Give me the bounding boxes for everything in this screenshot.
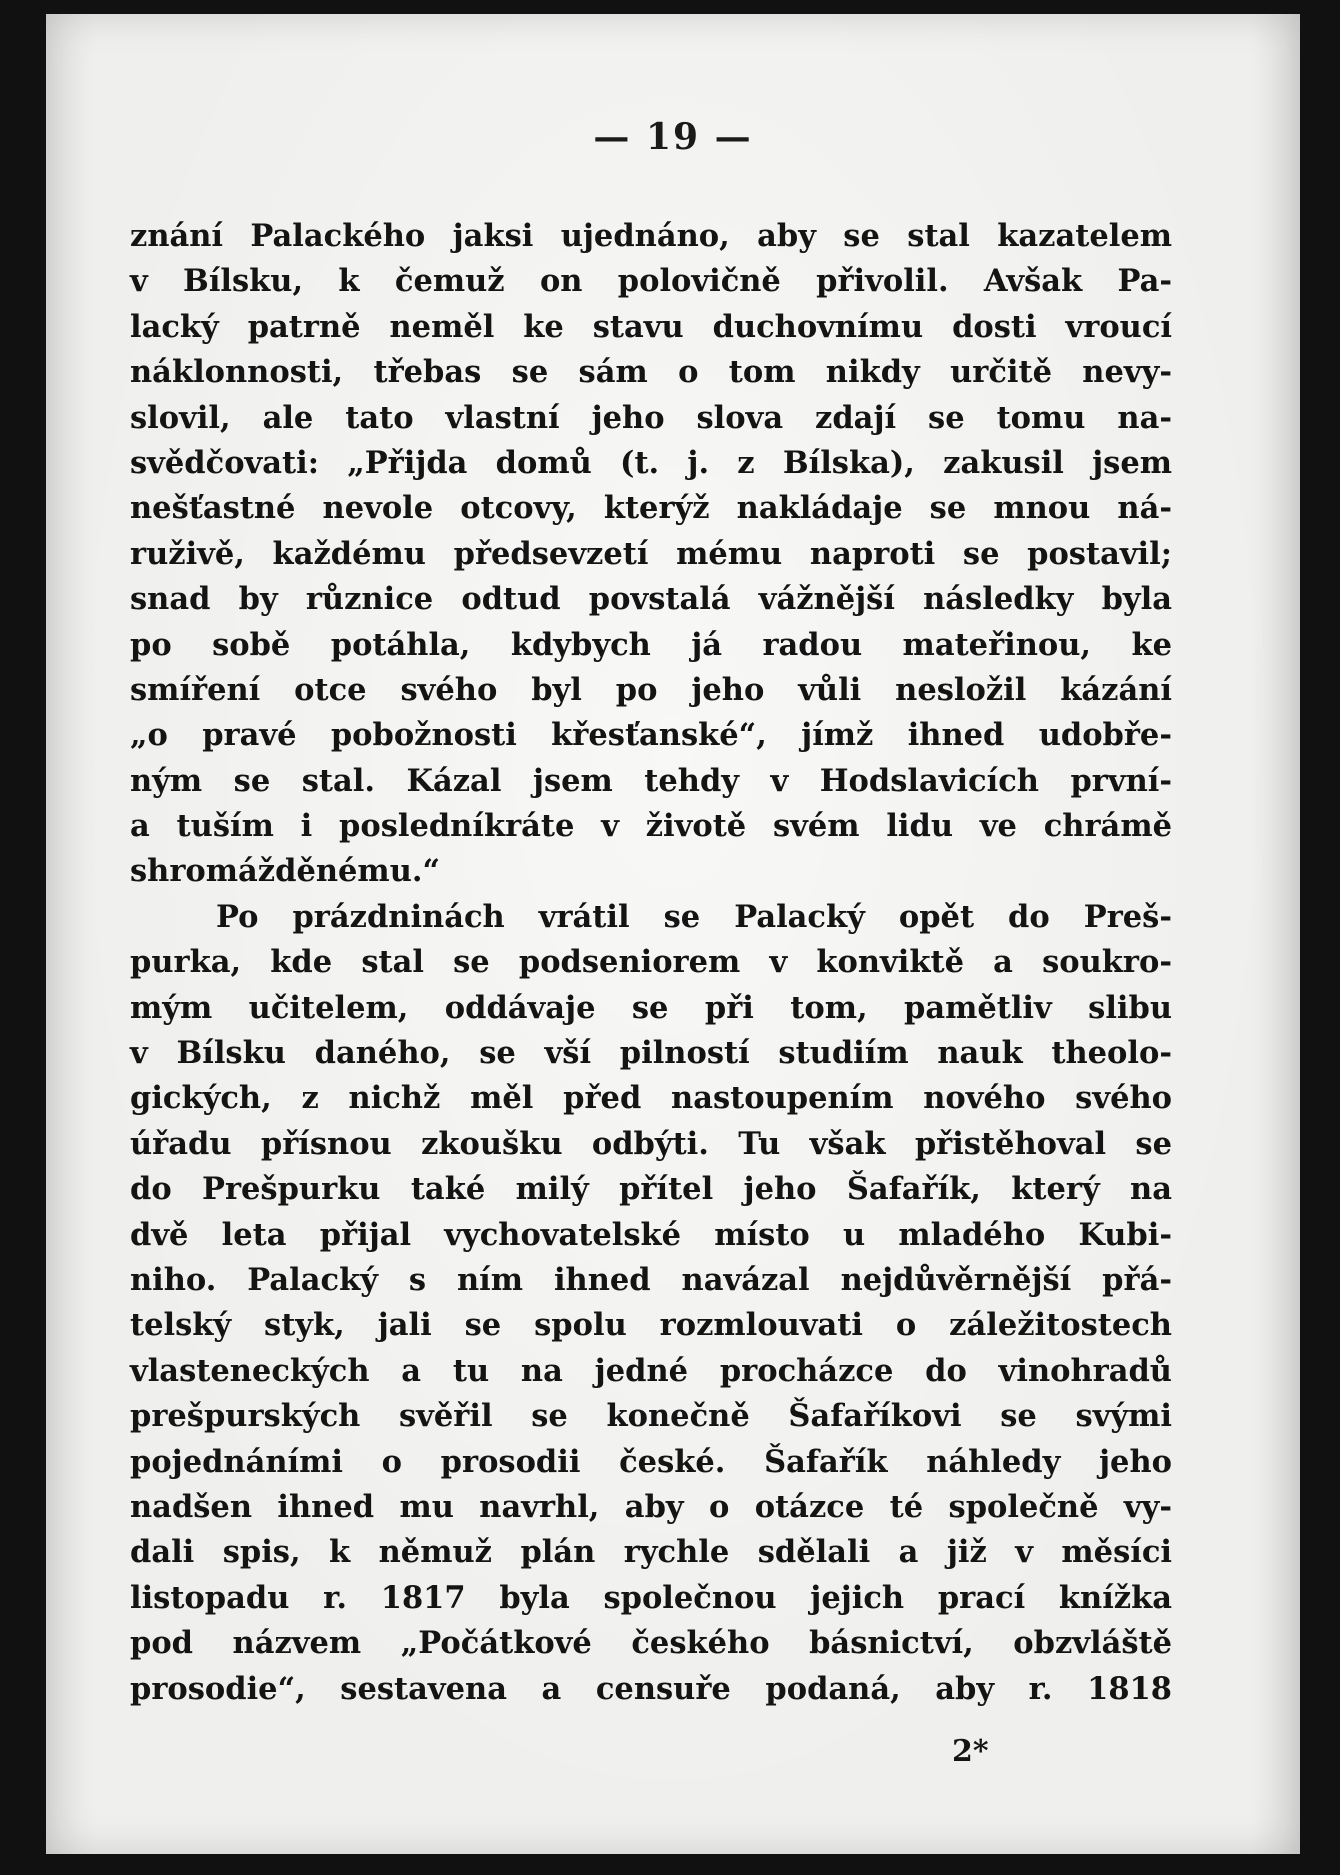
text-line: „o pravé pobožnosti křesťanské“, jímž ihned udobře- — [130, 717, 1172, 754]
text-line: nadšen ihned mu navrhl, aby o otázce té společně vy- — [130, 1488, 1172, 1525]
text-line: ným se stal. Kázal jsem tehdy v Hodslavicích první- — [130, 762, 1172, 799]
text-line: úřadu přísnou zkoušku odbýti. Tu však přistěhoval se — [130, 1125, 1172, 1162]
text-line: prosodie“, sestavena a censuře podaná, aby r. 1818 — [130, 1670, 1172, 1707]
book-page — [46, 14, 1300, 1854]
text-line: dali spis, k němuž plán rychle sdělali a již v měsíci — [130, 1534, 1172, 1571]
text-line: do Prešpurku také milý přítel jeho Šafařík, který na — [130, 1171, 1172, 1208]
text-line: dvě leta přijal vychovatelské místo u mladého Kubi- — [130, 1216, 1172, 1253]
text-line: gických, z nichž měl před nastoupením nového svého — [130, 1080, 1172, 1117]
signature-mark: 2* — [952, 1734, 989, 1769]
paragraph-2 — [130, 895, 1172, 1712]
text-line: mým učitelem, oddávaje se při tom, pamětliv slibu — [130, 989, 1172, 1026]
text-line: v Bílsku, k čemuž on polovičně přivolil. Avšak Pa- — [130, 263, 1172, 300]
text-line: ruživě, každému předsevzetí mému naproti se postavil; — [130, 535, 1172, 572]
text-line: náklonnosti, třebas se sám o tom nikdy určitě nevy- — [130, 354, 1172, 391]
body-text — [130, 214, 1172, 1712]
text-line: pojednáními o prosodii české. Šafařík náhledy jeho — [130, 1443, 1172, 1480]
text-line: vlasteneckých a tu na jedné procházce do vinohradů — [130, 1352, 1172, 1389]
paragraph-1 — [130, 214, 1172, 895]
text-line: znání Palackého jaksi ujednáno, aby se stal kazatelem — [130, 218, 1172, 254]
text-line: lacký patrně neměl ke stavu duchovnímu dosti vroucí — [130, 308, 1172, 345]
text-line: po sobě potáhla, kdybych já radou mateřinou, ke — [130, 626, 1172, 663]
text-line: shromážděnému.“ — [130, 853, 441, 890]
text-line: a tuším i posledníkráte v životě svém lidu ve chrámě — [130, 808, 1172, 845]
text-line: niho. Palacký s ním ihned navázal nejdůvěrnější přá- — [130, 1261, 1172, 1298]
text-line: slovil, ale tato vlastní jeho slova zdají se tomu na- — [130, 399, 1172, 436]
text-line: listopadu r. 1817 byla společnou jejich prací knížka — [130, 1579, 1172, 1616]
text-line: telský styk, jali se spolu rozmlouvati o záležitostech — [130, 1307, 1172, 1344]
text-line: prešpurských svěřil se konečně Šafaříkovi se svými — [130, 1398, 1172, 1435]
text-line: pod názvem „Počátkové českého básnictví, obzvláště — [130, 1625, 1172, 1662]
text-line: v Bílsku daného, se vší pilností studiím nauk theolo- — [130, 1035, 1172, 1072]
text-line: purka, kde stal se podseniorem v konviktě a soukro- — [130, 944, 1172, 981]
text-line: svědčovati: „Přijda domů (t. j. z Bílska), zakusil jsem — [130, 444, 1172, 481]
text-line: Po prázdninách vrátil se Palacký opět do Preš- — [216, 898, 1172, 935]
text-line: snad by různice odtud povstalá vážnější následky byla — [130, 581, 1172, 618]
text-line: smíření otce svého byl po jeho vůli nesložil kázání — [130, 671, 1172, 708]
page-number: — 19 — — [593, 116, 753, 158]
text-line: nešťastné nevole otcovy, kterýž nakládaje se mnou ná- — [130, 490, 1172, 527]
